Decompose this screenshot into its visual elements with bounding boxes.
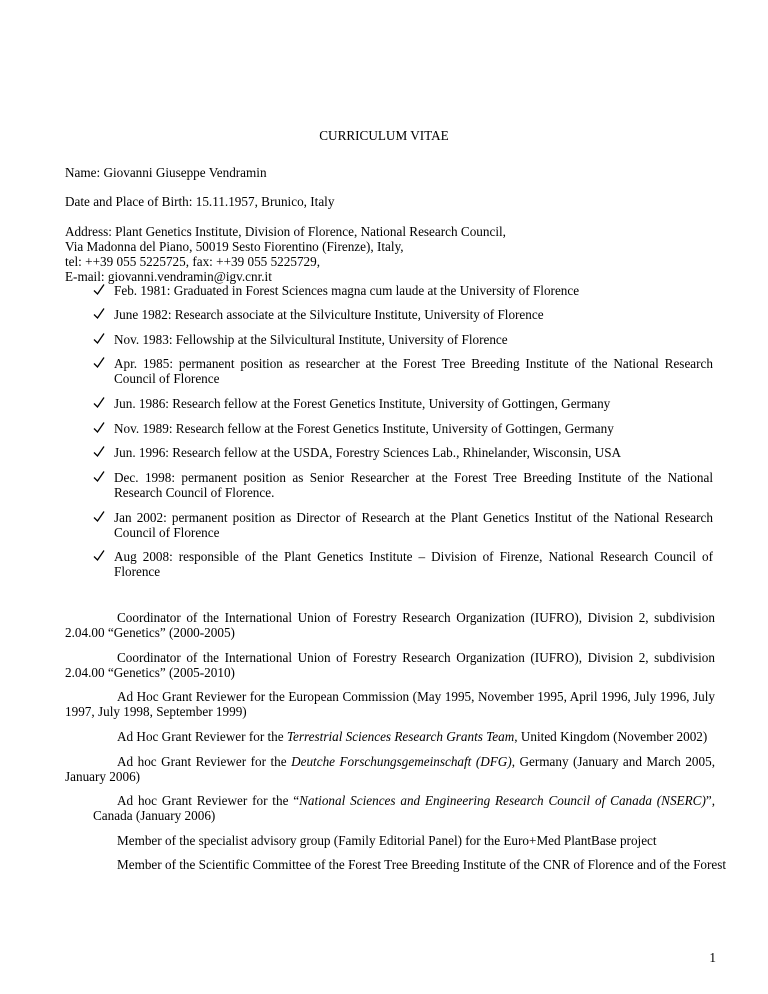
checkmark-icon: [93, 510, 106, 525]
career-item-text: Jun. 1986: Research fellow at the Forest Genetics Institute, University of Gottingen, Germany: [114, 396, 611, 411]
checkmark-icon: [93, 396, 106, 411]
career-item-text: Dec. 1998: permanent position as Senior Researcher at the Forest Tree Breeding Institute of the National Research Council of Florence.: [114, 470, 713, 500]
activity-paragraph: [93, 793, 715, 823]
activity-paragraph: Coordinator of the International Union of Forestry Research Organization (IUFRO), Division 2, subdivision 2.04.00 “Genetics” (2005-2010): [65, 650, 715, 680]
address-block: [65, 224, 715, 284]
activity-text: , United Kingdom (November 2002): [514, 729, 708, 744]
career-item-text: Nov. 1989: Research fellow at the Forest Genetics Institute, University of Gottingen, Germany: [114, 421, 614, 436]
checkmark-icon: [93, 470, 106, 485]
address-line: Via Madonna del Piano, 50019 Sesto Fiorentino (Firenze), Italy,: [65, 239, 404, 254]
career-item-text: June 1982: Research associate at the Silviculture Institute, University of Florence: [114, 307, 544, 322]
address-line: Address: Plant Genetics Institute, Division of Florence, National Research Council,: [65, 224, 506, 239]
email-line: E-mail: giovanni.vendramin@igv.cnr.it: [65, 269, 272, 284]
activity-text: ”, Canada (January 2006): [93, 793, 715, 823]
organization-name: Deutche Forschungsgemeinschaft (DFG): [291, 754, 512, 769]
page-number: 1: [709, 950, 716, 965]
activity-paragraph: Ad Hoc Grant Reviewer for the European Commission (May 1995, November 1995, April 1996, July 1996, July 1997, July 1998, September 1999): [65, 689, 715, 719]
checkmark-icon: [93, 549, 106, 564]
organization-name: Terrestrial Sciences Research Grants Team: [286, 729, 515, 744]
activity-paragraph: Member of the Scientific Committee of the Forest Tree Breeding Institute of the CNR of Florence and of the Forest: [117, 857, 727, 872]
activity-text: Ad hoc Grant Reviewer for the “: [117, 793, 300, 808]
activity-paragraph: [65, 754, 715, 784]
career-item-text: Nov. 1983: Fellowship at the Silvicultural Institute, University of Florence: [114, 332, 508, 347]
address-line: tel: ++39 055 5225725, fax: ++39 055 5225729,: [65, 254, 321, 269]
checkmark-icon: [93, 445, 106, 460]
activity-paragraph: [65, 729, 715, 744]
document-title: CURRICULUM VITAE: [319, 128, 449, 143]
activity-paragraph: Coordinator of the International Union of Forestry Research Organization (IUFRO), Division 2, subdivision 2.04.00 “Genetics” (2000-2005): [65, 610, 715, 640]
career-item-text: Apr. 1985: permanent position as researcher at the Forest Tree Breeding Institute of the National Research Council of Florence: [114, 356, 713, 386]
career-item-text: Feb. 1981: Graduated in Forest Sciences magna cum laude at the University of Florence: [114, 283, 580, 298]
checkmark-icon: [93, 307, 106, 322]
activity-text: Ad Hoc Grant Reviewer for the: [117, 729, 287, 744]
birth-line: Date and Place of Birth: 15.11.1957, Brunico, Italy: [65, 194, 335, 209]
checkmark-icon: [93, 356, 106, 371]
activity-text: Ad hoc Grant Reviewer for the: [117, 754, 292, 769]
career-item-text: Jan 2002: permanent position as Director of Research at the Plant Genetics Institut of the National Research Council of Florence: [114, 510, 713, 540]
checkmark-icon: [93, 283, 106, 298]
checkmark-icon: [93, 332, 106, 347]
name-line: Name: Giovanni Giuseppe Vendramin: [65, 165, 267, 180]
career-item-text: Aug 2008: responsible of the Plant Genetics Institute – Division of Firenze, National Research Council of Florence: [114, 549, 713, 579]
activity-paragraph: Member of the specialist advisory group (Family Editorial Panel) for the Euro+Med PlantBase project: [117, 833, 657, 848]
organization-name: National Sciences and Engineering Research Council of Canada (NSERC): [299, 793, 706, 808]
career-item-text: Jun. 1996: Research fellow at the USDA, Forestry Sciences Lab., Rhinelander, Wisconsin, USA: [114, 445, 622, 460]
activity-text: , Germany (January and March 2005, January 2006): [65, 754, 716, 784]
checkmark-icon: [93, 421, 106, 436]
